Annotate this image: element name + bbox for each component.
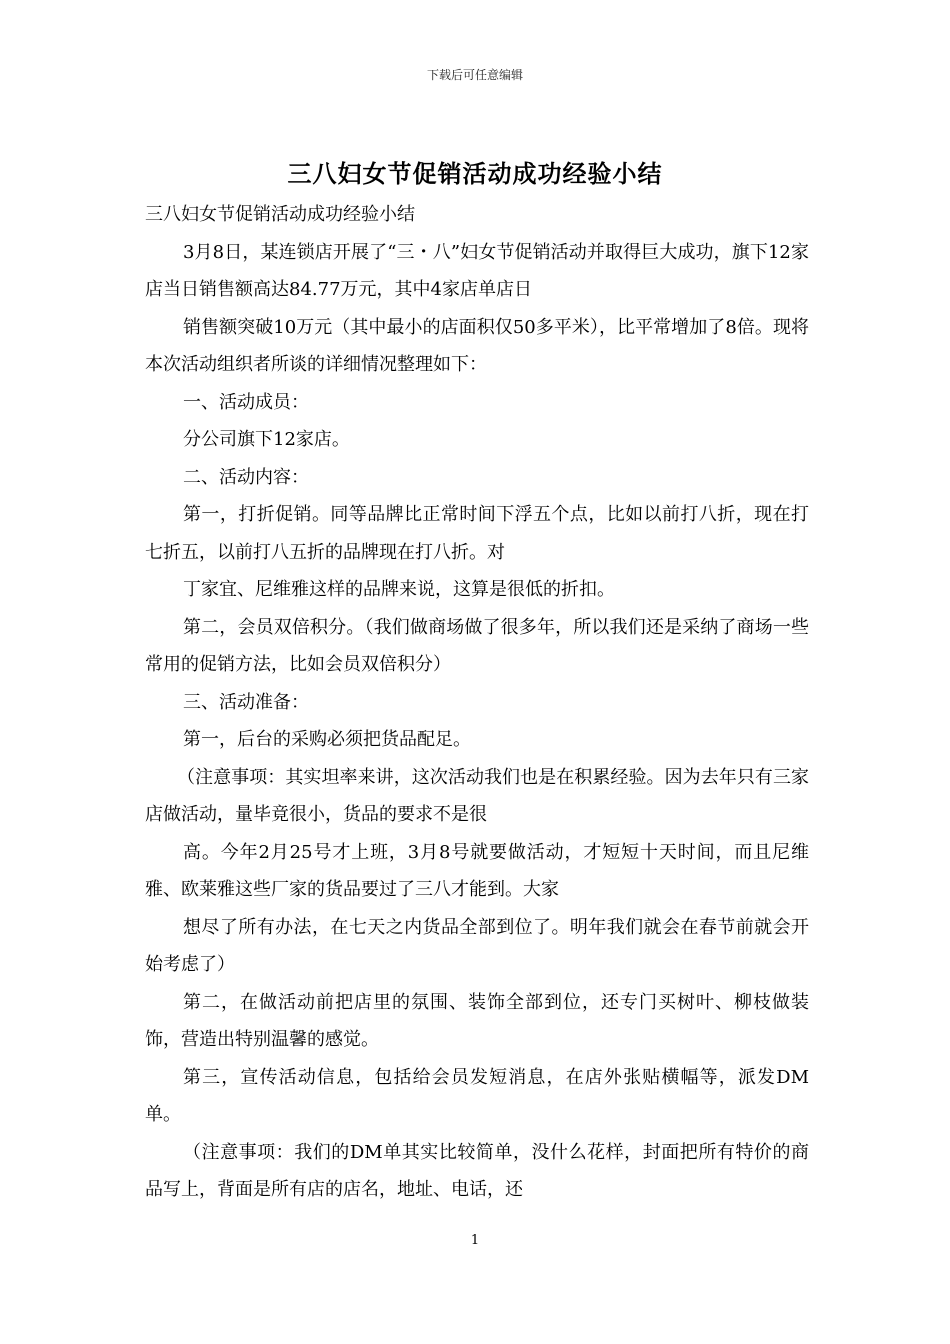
- paragraph: （注意事项：我们的DM单其实比较简单，没什么花样，封面把所有特价的商品写上，背面是所有店的店名，地址、电话，还: [145, 1141, 809, 1200]
- section-heading: 三、活动准备：: [183, 691, 309, 713]
- paragraph: 想尽了所有办法，在七天之内货品全部到位了。明年我们就会在春节前就会开始考虑了）: [145, 916, 809, 975]
- paragraph: 第一，后台的采购必须把货品配足。: [183, 729, 471, 750]
- paragraph: （注意事项：其实坦率来讲，这次活动我们也是在积累经验。因为去年只有三家店做活动，量毕竟很小，货品的要求不是很: [145, 766, 809, 825]
- paragraph: 第三，宣传活动信息，包括给会员发短消息，在店外张贴横幅等，派发DM单。: [145, 1066, 809, 1125]
- paragraph: 分公司旗下12家店。: [183, 429, 350, 450]
- section-heading: 一、活动成员：: [183, 391, 309, 413]
- section-heading: 二、活动内容：: [183, 466, 309, 488]
- paragraph-subtitle: 三八妇女节促销活动成功经验小结: [145, 204, 415, 225]
- paragraph: 丁家宜、尼维雅这样的品牌来说，这算是很低的折扣。: [183, 579, 615, 600]
- paragraph: 第一，打折促销。同等品牌比正常时间下浮五个点，比如以前打八折，现在打七折五，以前打八五折的品牌现在打八折。对: [145, 504, 809, 563]
- paragraph: 第二，会员双倍积分。（我们做商场做了很多年，所以我们还是采纳了商场一些常用的促销方法，比如会员双倍积分）: [145, 616, 809, 675]
- header-note: 下载后可任意编辑: [426, 68, 523, 82]
- document-body: [145, 196, 809, 1209]
- paragraph: 3月8日，某连锁店开展了“三・八”妇女节促销活动并取得巨大成功，旗下12家店当日销售额高达84.77万元，其中4家店单店日: [145, 241, 809, 300]
- paragraph: 销售额突破10万元（其中最小的店面积仅50多平米），比平常增加了8倍。现将本次活动组织者所谈的详细情况整理如下：: [145, 316, 809, 375]
- page-number: 1: [470, 1233, 480, 1248]
- paragraph: 高。今年2月25号才上班，3月8号就要做活动，才短短十天时间，而且尼维雅、欧莱雅这些厂家的货品要过了三八才能到。大家: [145, 841, 809, 900]
- document-title: 三八妇女节促销活动成功经验小结: [287, 159, 663, 188]
- paragraph: 第二，在做活动前把店里的氛围、装饰全部到位，还专门买树叶、柳枝做装饰，营造出特别温馨的感觉。: [145, 991, 809, 1050]
